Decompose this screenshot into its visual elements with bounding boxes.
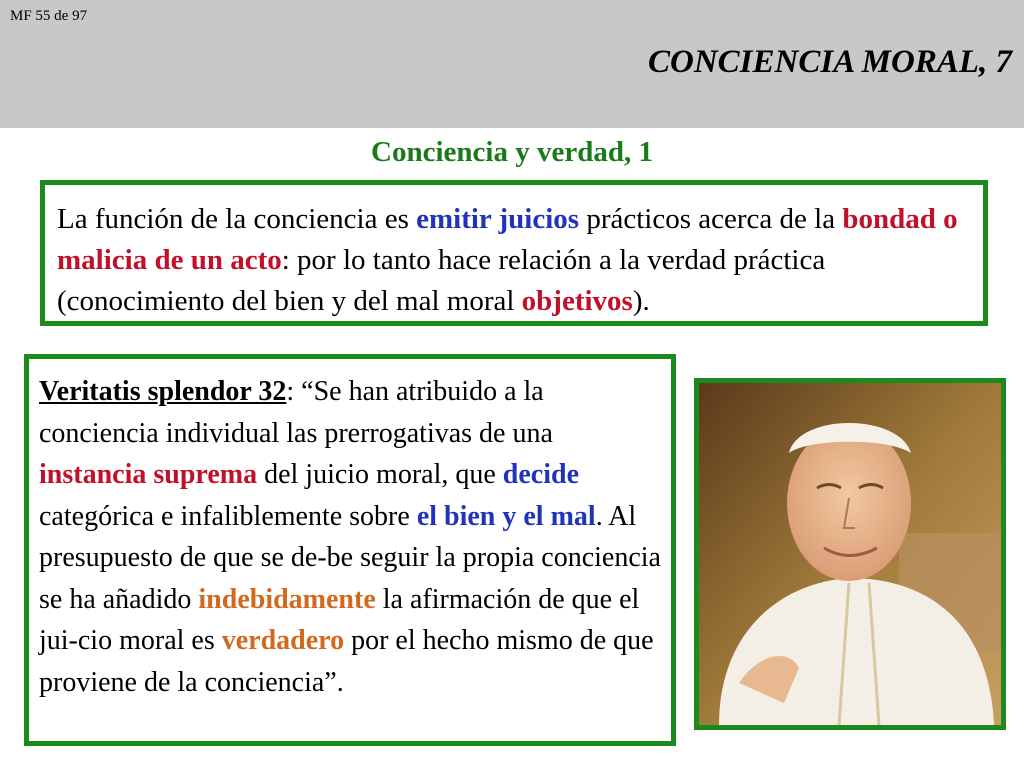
intro-highlight-juicios: emitir juicios (416, 203, 580, 235)
quote-highlight-indebidamente: indebidamente (198, 583, 376, 615)
quote-text-1: : “Se han atribuido a la conciencia individual las prerrogativas de una (39, 376, 553, 449)
intro-text-1: La función de la conciencia es (57, 203, 417, 235)
quote-highlight-bien-mal: el bien y el mal (416, 500, 596, 532)
intro-highlight-bondad: bondad o malicia de un acto (57, 203, 958, 276)
intro-text-2: prácticos acerca de la (579, 203, 843, 235)
quote-text-2: del juicio moral, que (257, 459, 503, 490)
quote-text-5: la afirmación de que el jui-cio moral es (39, 583, 640, 656)
intro-text-3: : por lo tanto hace relación a la verdad práctica (conocimiento del bien y del mal moral (57, 244, 826, 317)
slide-counter: MF 55 de 97 (10, 8, 88, 24)
intro-highlight-objetivos: objetivos (521, 285, 633, 317)
quote-highlight-instancia: instancia suprema (39, 459, 258, 490)
quote-highlight-verdadero: verdadero (221, 625, 345, 656)
intro-paragraph (57, 199, 971, 322)
intro-text-4: ). (632, 285, 650, 317)
header-band (0, 0, 1024, 128)
portrait-photo (694, 378, 1006, 730)
quote-box (24, 354, 676, 746)
quote-text-3: categórica e infaliblemente sobre (39, 500, 417, 532)
quote-text-6: por el hecho mismo de que proviene de la conciencia”. (39, 625, 654, 698)
intro-box (40, 180, 988, 326)
quote-paragraph (39, 371, 661, 703)
quote-text-4: . Al presupuesto de que se de-be seguir la propia conciencia se ha añadido (39, 500, 661, 615)
quote-source: Veritatis splendor 32 (39, 376, 287, 407)
section-subtitle: Conciencia y verdad, 1 (371, 136, 653, 168)
quote-highlight-decide: decide (502, 459, 580, 490)
slide-title: CONCIENCIA MORAL, 7 (647, 44, 1012, 80)
portrait-illustration (699, 383, 1001, 725)
